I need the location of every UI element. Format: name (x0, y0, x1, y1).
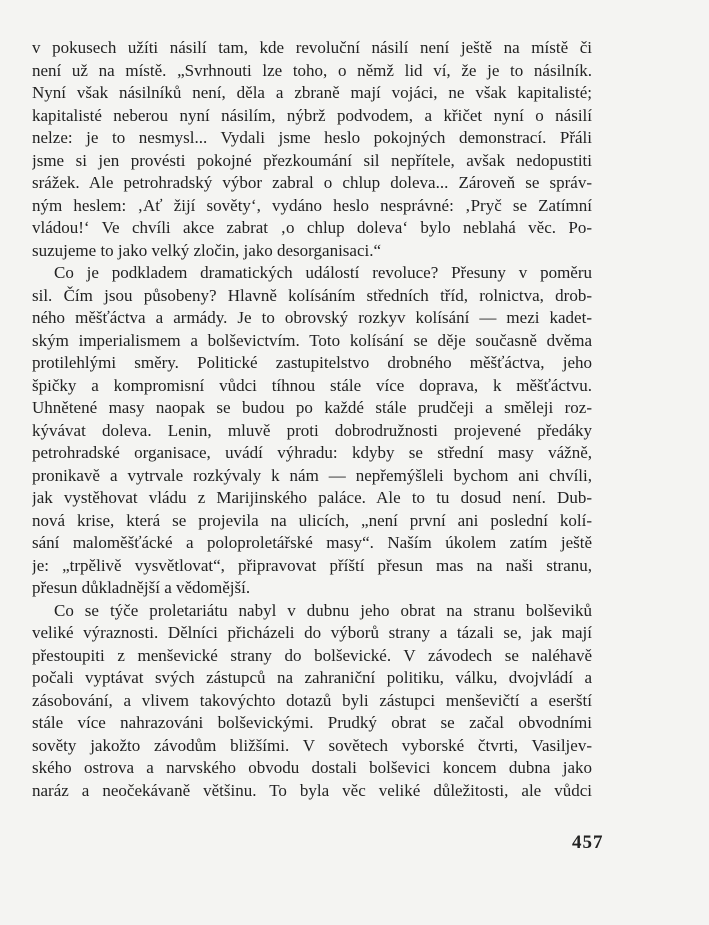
text-line: není už na místě. „Svrhnouti lze toho, o němž lid ví, že je to násilník. (32, 60, 592, 80)
text-line: je: „trpělivě vysvětlovat“, připravovat příští přesun mas na naši stranu, (32, 555, 592, 575)
text-line: veliké výraznosti. Dělníci přicházeli do výborů strany a tázali se, jak mají (32, 623, 592, 642)
text-line: ného měšťáctva a armády. Je to obrovský rozkyv kolísání — mezi kadet- (32, 308, 592, 327)
text-line: ského ostrova a narvského obvodu dostali bolševici koncem dubna jako (32, 758, 592, 777)
text-line: nová krise, která se projevila na ulicích, „není první ani poslední kolí- (32, 510, 592, 530)
text-line: přesun důkladnější a vědomější. (32, 578, 251, 597)
text-line: kapitalisté neberou nyní násilím, nýbrž podvodem, a křičet nyní o násilí (32, 105, 592, 125)
text-line: sověty jakožto závodům bližšími. V sovětech vyborské čtvrti, Vasiljev- (32, 735, 592, 755)
text-line: srážek. Ale petrohradský výbor zabral o chlup doleva... Zároveň se správ- (32, 173, 592, 192)
body-text (32, 37, 592, 802)
text-line: v pokusech užíti násilí tam, kde revoluční násilí není ještě na místě či (32, 38, 592, 57)
text-line: protilehlými směry. Politické zastupitelstvo drobného měšťáctva, jeho (32, 353, 592, 372)
text-line: ným heslem: ‚Ať žijí sověty‘, vydáno heslo nesprávné: ‚Pryč se Zatímní (32, 195, 592, 215)
text-line: sil. Čím jsou působeny? Hlavně kolísáním středních tříd, rolnictva, drob- (32, 285, 592, 305)
text-line: vládou!‘ Ve chvíli akce zabrat ‚o chlup doleva‘ bylo neblahá věc. Po- (32, 218, 592, 237)
paragraph-3 (32, 600, 592, 803)
text-line: petrohradské organisace, uvádí výhradu: kdyby se střední masy vážně, (32, 443, 592, 462)
page-number: 457 (572, 832, 604, 853)
text-line: Co je podkladem dramatických událostí revoluce? Přesuny v poměru (54, 263, 592, 282)
text-line: nelze: je to nesmysl... Vydali jsme heslo pokojných demonstrací. Přáli (32, 128, 592, 147)
text-line: pronikavě a vytrvale rozkývaly k nám — nepřemýšleli bychom ani chvíli, (32, 465, 592, 485)
text-line: Uhnětené masy naopak se budou po každé stále prudčeji a směleji roz- (32, 398, 592, 417)
text-line: sání maloměšťácké a poloproletářské masy“. Naším úkolem zatím ještě (32, 533, 592, 552)
text-line: suzujeme to jako velký zločin, jako desorganisaci.“ (32, 240, 382, 260)
text-line: jak vystěhovat vládu z Marijinského paláce. Ale to tu dosud není. Dub- (32, 488, 592, 507)
text-line: špičky a kompromisní vůdci tíhnou stále více doprava, k měšťáctvu. (32, 375, 592, 395)
text-line: zásobování, a vlivem takovýchto dotazů byli zástupci menševičtí a eserští (32, 690, 592, 710)
text-line: jsme si jen provésti pokojné přezkoumání sil nepřítele, avšak nedopustiti (32, 150, 592, 170)
text-line: počali vyptávat svých zástupců na zahraniční politiku, válku, dvojvládí a (32, 668, 592, 687)
text-line: Nyní však násilníků není, děla a zbraně mají vojáci, ne však kapitalisté; (32, 83, 592, 102)
text-line: ským imperialismem a bolševictvím. Toto kolísání se děje současně dvěma (32, 330, 592, 350)
paragraph-2 (32, 262, 592, 600)
text-line: naráz a neočekávaně většinu. To byla věc veliké důležitosti, ale vůdci (32, 780, 592, 800)
text-line: kývávat doleva. Lenin, mluvě proti dobrodružnosti projevené předáky (32, 420, 592, 440)
paragraph-1 (32, 37, 592, 262)
text-line: Co se týče proletariátu nabyl v dubnu jeho obrat na stranu bolševiků (54, 600, 592, 620)
text-line: stále více nahrazováni bolševickými. Prudký obrat se začal obvodními (32, 713, 592, 732)
text-line: přestoupiti z menševické strany do bolševické. V závodech se naléhavě (32, 645, 592, 665)
